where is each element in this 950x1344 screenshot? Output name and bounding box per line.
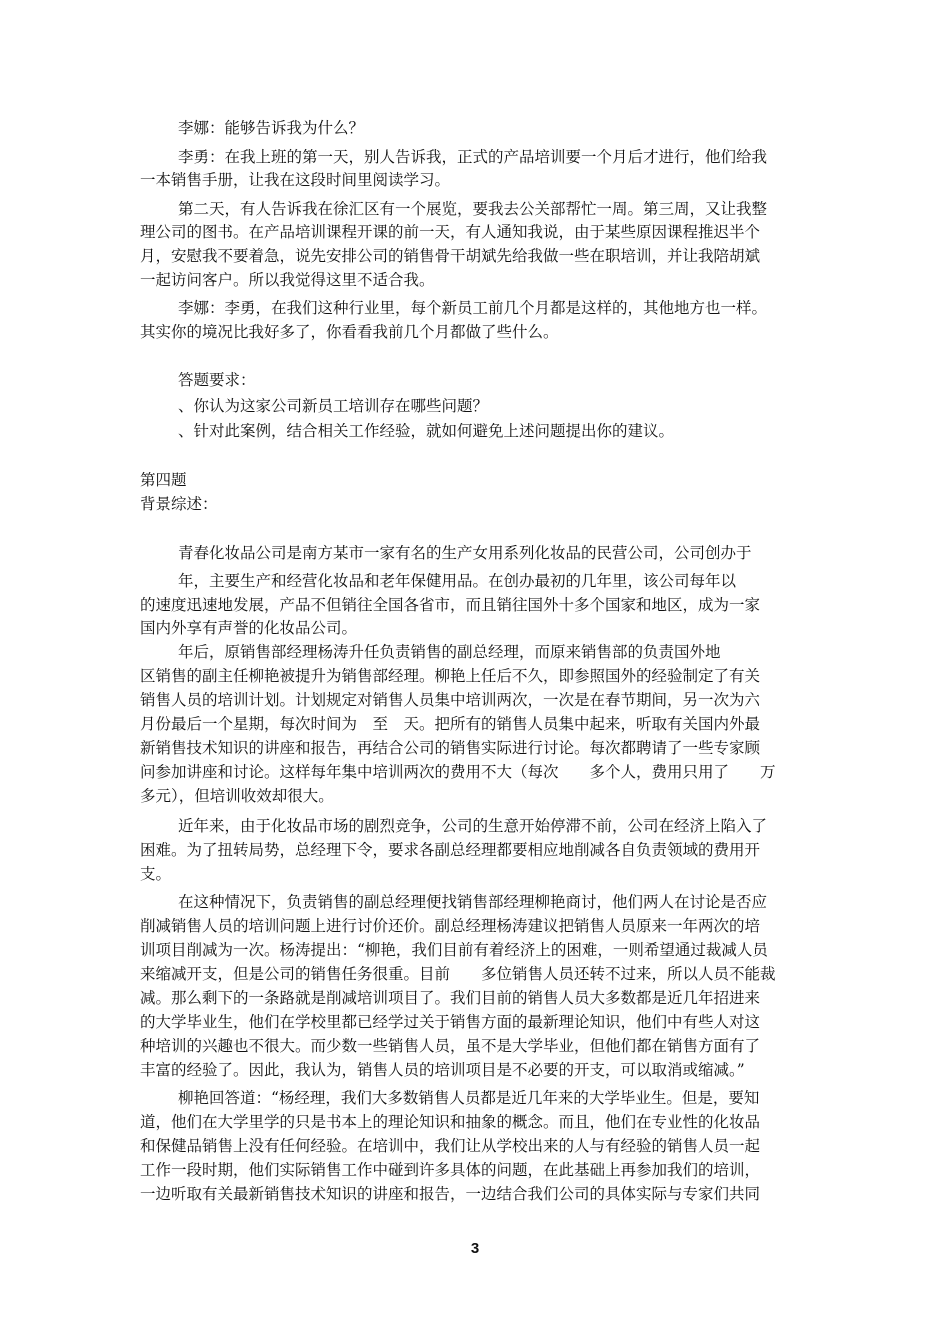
paragraph-line: 李娜：李勇，在我们这种行业里，每个新员工前几个月都是这样的，其他地方也一样。 [178,299,768,317]
question-item: 、你认为这家公司新员工培训存在哪些问题？ [178,397,489,415]
paragraph-line: 支。 [140,865,172,883]
paragraph-line: 在这种情况下，负责销售的副总经理便找销售部经理柳艳商讨，他们两人在讨论是否应 [178,893,768,911]
paragraph-line: 年，主要生产和经营化妆品和老年保健用品。在创办最初的几年里，该公司每年以 [178,572,737,590]
paragraph-line: 和保健品销售上没有任何经验。在培训中，我们让从学校出来的人与有经验的销售人员一起 [140,1137,761,1155]
paragraph-line: 丰富的经验了。因此，我认为，销售人员的培训项目是不必要的开支，可以取消或缩减。” [140,1061,745,1079]
paragraph-line: 削减销售人员的培训问题上进行讨价还价。副总经理杨涛建议把销售人员原来一年两次的培 [140,917,761,935]
paragraph-line: 新销售技术知识的讲座和报告，再结合公司的销售实际进行讨论。每次都聘请了一些专家顾 [140,739,761,757]
paragraph-line: 第二天，有人告诉我在徐汇区有一个展览，要我去公关部帮忙一周。第三周，又让我整 [178,200,768,218]
paragraph-line: 的速度迅速地发展，产品不但销往全国各省市，而且销往国外十多个国家和地区，成为一家 [140,596,761,614]
paragraph-line: 来缩减开支，但是公司的销售任务很重。目前 多位销售人员还转不过来，所以人员不能裁 [140,965,776,983]
page-number: 3 [470,1240,480,1257]
paragraph-line: 青春化妆品公司是南方某市一家有名的生产女用系列化妆品的民营公司，公司创办于 [178,544,752,562]
paragraph-line: 近年来，由于化妆品市场的剧烈竞争，公司的生意开始停滞不前，公司在经济上陷入了 [178,817,768,835]
paragraph-line: 月，安慰我不要着急，说先安排公司的销售骨干胡斌先给我做一些在职培训，并让我陪胡斌 [140,247,761,265]
section-subtitle: 背景综述： [140,495,218,513]
paragraph-line: 一边听取有关最新销售技术知识的讲座和报告，一边结合我们公司的具体实际与专家们共同 [140,1185,761,1203]
paragraph-line: 一起访问客户。所以我觉得这里不适合我。 [140,271,435,289]
paragraph-line: 工作一段时期，他们实际销售工作中碰到许多具体的问题，在此基础上再参加我们的培训， [140,1161,761,1179]
paragraph-line: 种培训的兴趣也不很大。而少数一些销售人员，虽不是大学毕业，但他们都在销售方面有了 [140,1037,761,1055]
paragraph-line: 道，他们在大学里学的只是书本上的理论知识和抽象的概念。而且，他们在专业性的化妆品 [140,1113,761,1131]
paragraph-line: 理公司的图书。在产品培训课程开课的前一天，有人通知我说，由于某些原因课程推迟半个 [140,223,761,241]
question-item: 、针对此案例，结合相关工作经验，就如何避免上述问题提出你的建议。 [178,422,675,440]
paragraph-line: 训项目削减为一次。杨涛提出：“柳艳，我们目前有着经济上的困难，一则希望通过裁减人员 [140,941,768,959]
question-requirements-heading: 答题要求： [178,371,256,389]
paragraph-line: 其实你的境况比我好多了，你看看我前几个月都做了些什么。 [140,323,559,341]
paragraph-line: 减。那么剩下的一条路就是削减培训项目了。我们目前的销售人员大多数都是近几年招进来 [140,989,761,1007]
paragraph-line: 销售人员的培训计划。计划规定对销售人员集中培训两次，一次是在春节期间，另一次为六 [140,691,761,709]
paragraph-line: 一本销售手册，让我在这段时间里阅读学习。 [140,171,451,189]
paragraph-line: 问参加讲座和讨论。这样每年集中培训两次的费用不大（每次 多个人，费用只用了 万 [140,763,776,781]
paragraph-line: 李勇：在我上班的第一天，别人告诉我，正式的产品培训要一个月后才进行，他们给我 [178,148,768,166]
paragraph-line: 的大学毕业生，他们在学校里都已经学过关于销售方面的最新理论知识，他们中有些人对这 [140,1013,761,1031]
paragraph-line: 多元），但培训收效却很大。 [140,787,334,805]
paragraph-line: 国内外享有声誉的化妆品公司。 [140,619,358,637]
paragraph-line: 区销售的副主任柳艳被提升为销售部经理。柳艳上任后不久，即参照国外的经验制定了有关 [140,667,761,685]
paragraph-line: 困难。为了扭转局势，总经理下令，要求各副总经理都要相应地削减各自负责领域的费用开 [140,841,761,859]
paragraph-line: 柳艳回答道：“杨经理，我们大多数销售人员都是近几年来的大学毕业生。但是，要知 [178,1089,760,1107]
paragraph-line: 年后，原销售部经理杨涛升任负责销售的副总经理，而原来销售部的负责国外地 [178,643,721,661]
paragraph-line: 月份最后一个星期，每次时间为 至 天。把所有的销售人员集中起来，听取有关国内外最 [140,715,761,733]
section-title: 第四题 [140,471,187,489]
paragraph-line: 李娜：能够告诉我为什么？ [178,119,365,137]
